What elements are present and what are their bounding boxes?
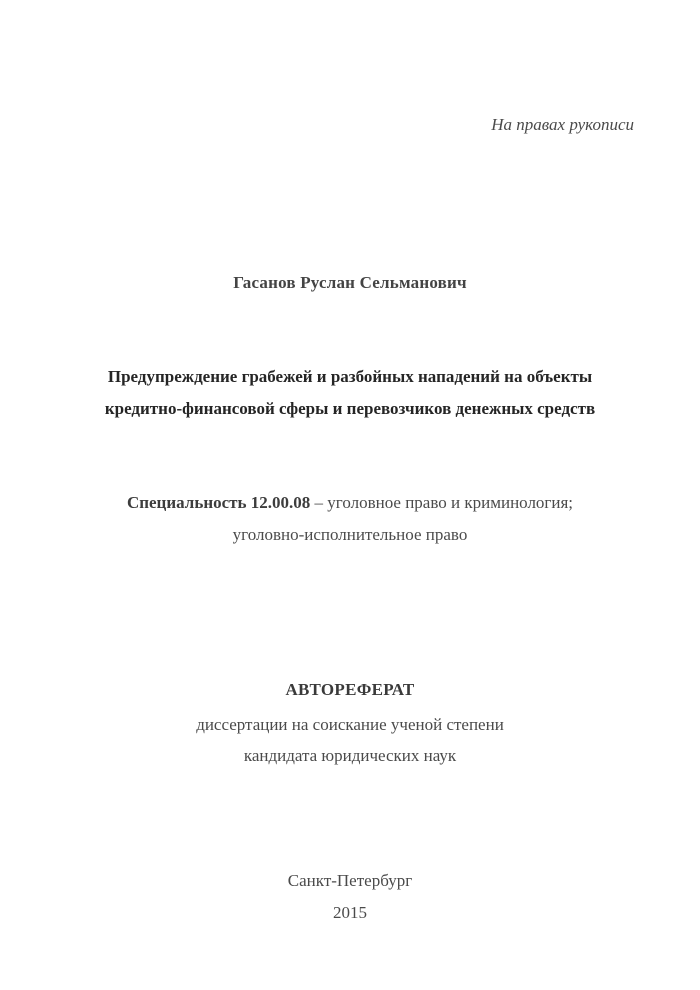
- specialty-line-1: [0, 492, 700, 514]
- degree-line-2: кандидата юридических наук: [243, 746, 457, 765]
- year: 2015: [333, 903, 367, 922]
- degree-line-1: диссертации на соискание ученой степени: [196, 715, 504, 734]
- specialty-line-2: уголовно-исполнительное право: [232, 525, 468, 544]
- dissertation-title-line-2: кредитно-финансовой сферы и перевозчиков денежных средств: [104, 399, 596, 418]
- dissertation-title-line-1: Предупреждение грабежей и разбойных нападений на объекты: [107, 367, 593, 386]
- specialty-code: Специальность 12.00.08: [126, 493, 311, 512]
- manuscript-rights-note: На правах рукописи: [491, 115, 634, 134]
- author-name: Гасанов Руслан Сельманович: [233, 273, 467, 292]
- document-type-heading: АВТОРЕФЕРАТ: [285, 680, 415, 699]
- city: Санкт-Петербург: [287, 871, 413, 890]
- specialty-description: – уголовное право и криминология;: [310, 493, 574, 512]
